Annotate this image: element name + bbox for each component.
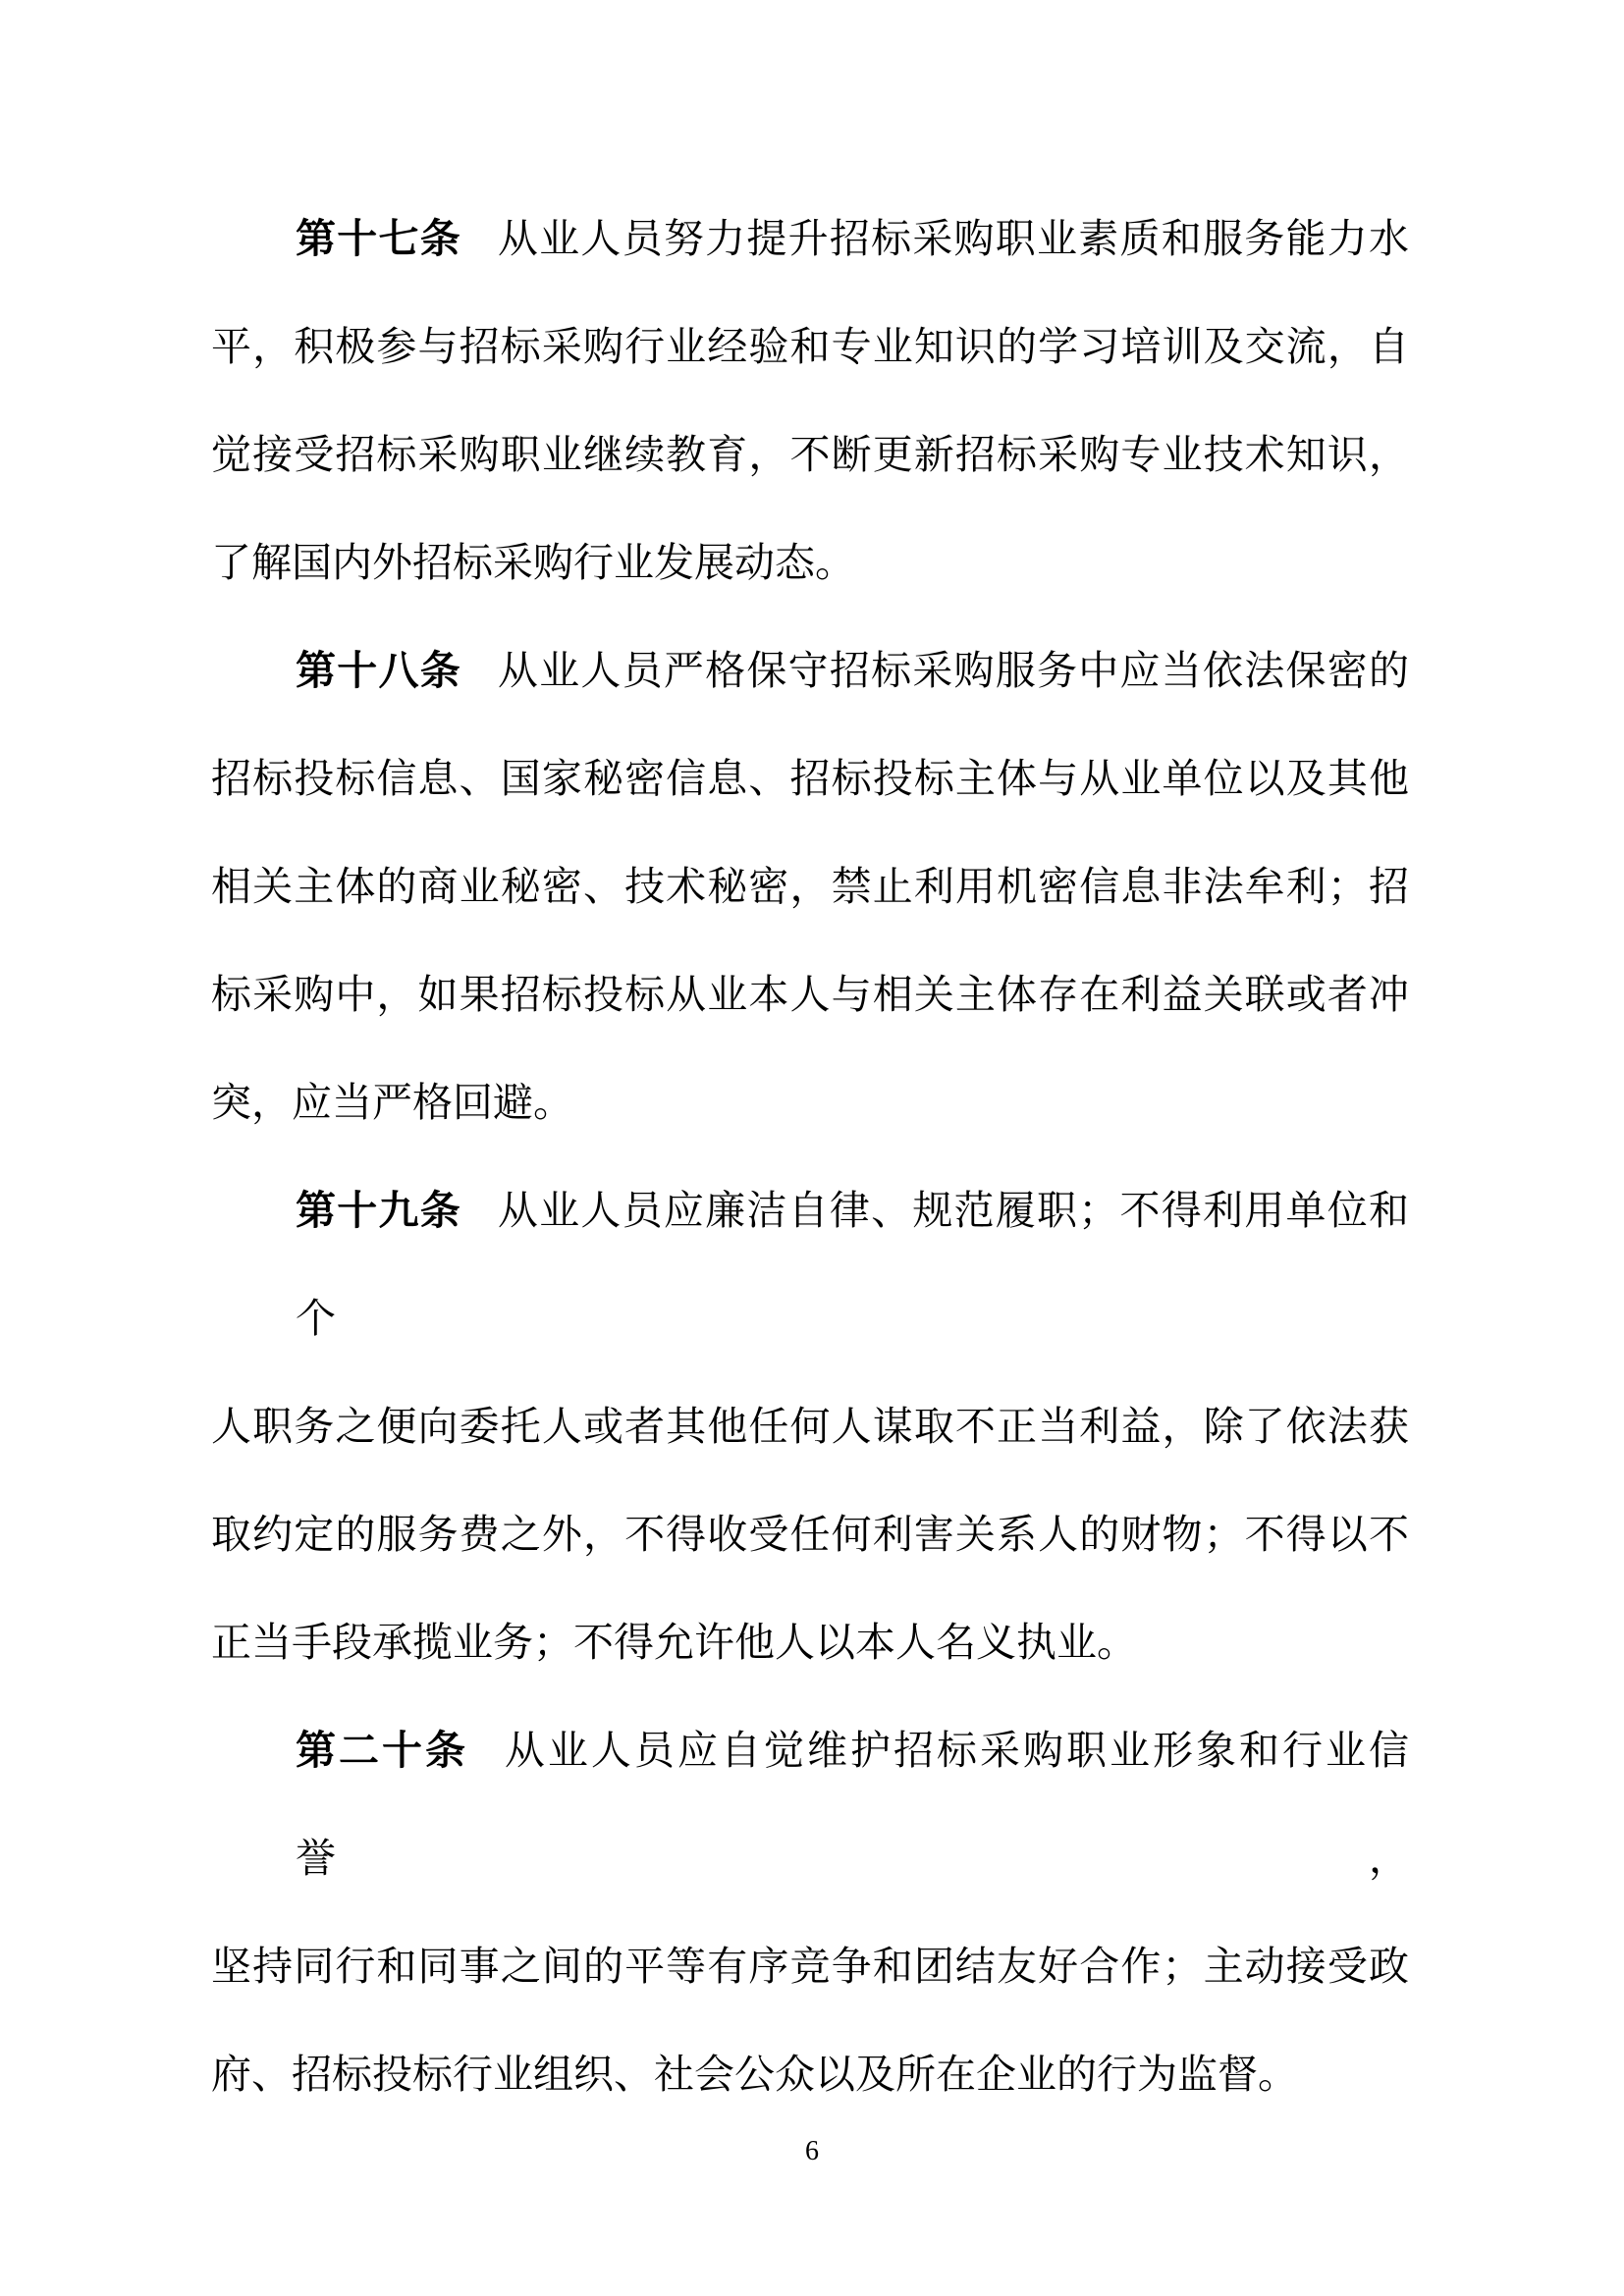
paragraph-line-text: 从业人员应自觉维护招标采购职业形象和行业信誉，	[296, 1728, 1410, 1881]
paragraph-line-text: 从业人员应廉洁自律、规范履职；不得利用单位和个	[296, 1188, 1410, 1341]
paragraph-line: 坚持同行和同事之间的平等有序竞争和团结友好合作；主动接受政	[211, 1944, 1409, 1989]
paragraph-line	[211, 1156, 1409, 1372]
paragraph-line-text: 从业人员努力提升招标采购职业素质和服务能力水	[497, 216, 1410, 261]
paragraph-line: 正当手段承揽业务；不得允许他人以本人名义执业。	[211, 1620, 1137, 1665]
paragraph-line: 相关主体的商业秘密、技术秘密，禁止利用机密信息非法牟利；招	[211, 864, 1409, 909]
paragraph-line: 府、招标投标行业组织、社会公众以及所在企业的行为监督。	[211, 2052, 1298, 2097]
paragraph-line-text: 从业人员严格保守招标采购服务中应当依法保密的	[497, 648, 1410, 693]
paragraph-line: 平，积极参与招标采购行业经验和专业知识的学习培训及交流，自	[211, 324, 1409, 369]
article-number-label: 第十九条	[296, 1188, 461, 1233]
paragraph-line: 了解国内外招标采购行业发展动态。	[211, 540, 855, 585]
paragraph-line: 取约定的服务费之外，不得收受任何利害关系人的财物；不得以不	[211, 1512, 1409, 1557]
paragraph-line: 招标投标信息、国家秘密信息、招标投标主体与从业单位以及其他	[211, 756, 1409, 801]
paragraph-line: 突，应当严格回避。	[211, 1080, 573, 1125]
paragraph-line	[211, 185, 1409, 293]
paragraph-line: 标采购中，如果招标投标从业本人与相关主体存在利益关联或者冲	[211, 972, 1409, 1017]
paragraph-line: 觉接受招标采购职业继续教育，不断更新招标采购专业技术知识，	[211, 432, 1409, 477]
article-paragraph	[211, 185, 1409, 616]
article-number-label: 第十七条	[296, 216, 461, 261]
paragraph-line	[211, 616, 1409, 724]
document-body	[211, 185, 1409, 2128]
article-paragraph	[211, 616, 1409, 1156]
article-number-label: 第二十条	[296, 1728, 469, 1773]
page-number: 6	[805, 2136, 819, 2166]
article-paragraph	[211, 1696, 1409, 2128]
article-number-label: 第十八条	[296, 648, 461, 693]
paragraph-line	[211, 1696, 1409, 1912]
article-paragraph	[211, 1156, 1409, 1696]
paragraph-line: 人职务之便向委托人或者其他任何人谋取不正当利益，除了依法获	[211, 1404, 1409, 1449]
